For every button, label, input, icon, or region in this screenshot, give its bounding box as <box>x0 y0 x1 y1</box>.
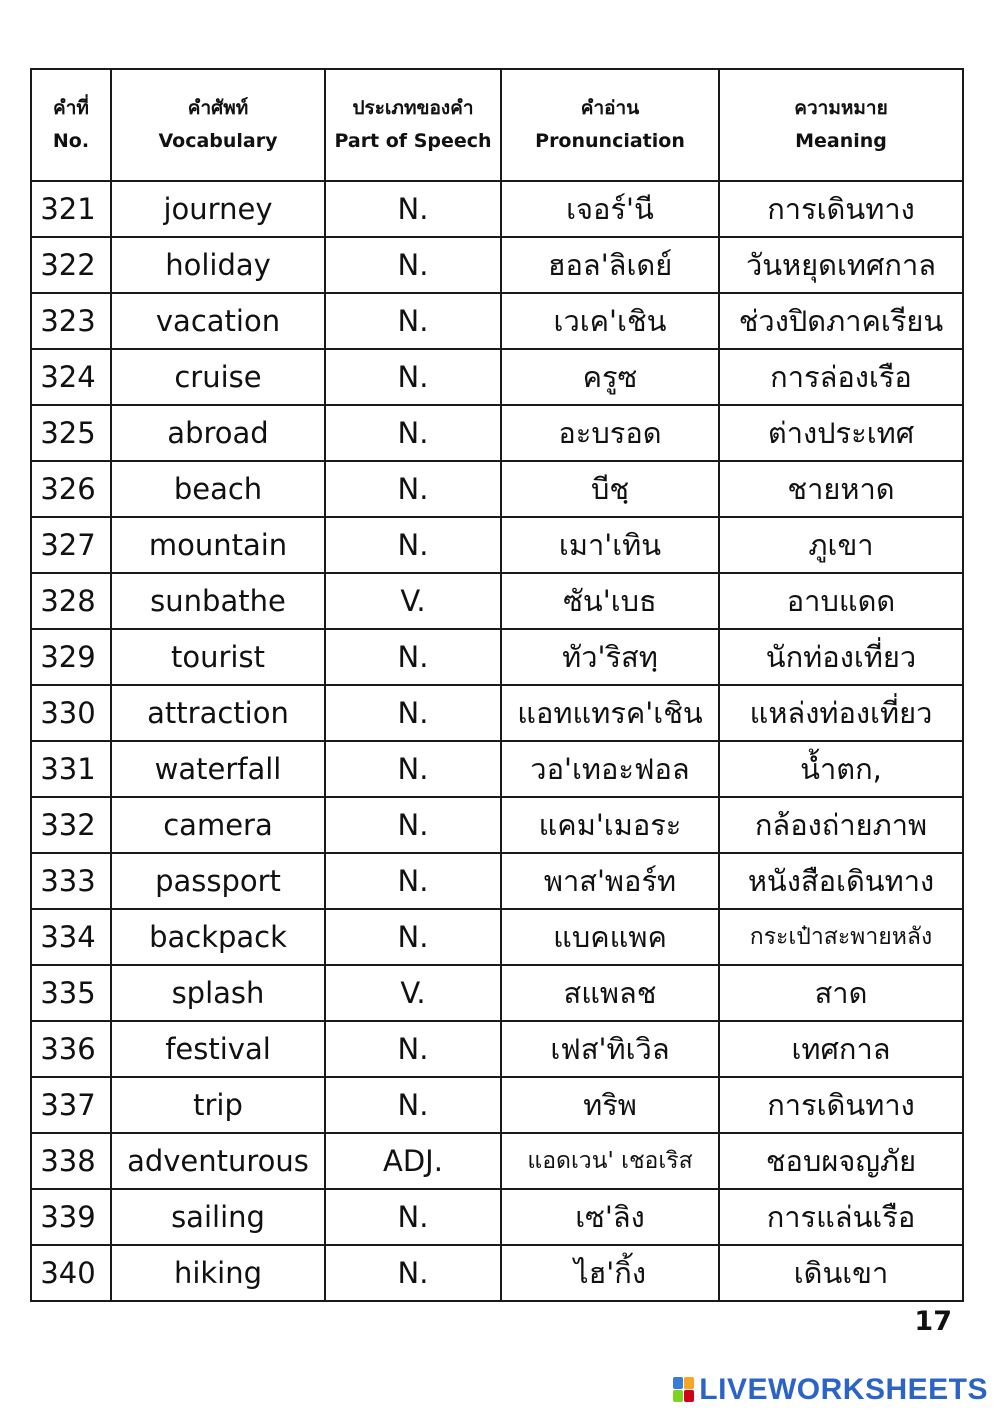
table-row <box>31 1133 963 1189</box>
table-row <box>31 405 963 461</box>
meaning: การเดินทาง <box>719 181 963 237</box>
header-pronunciation-thai: คำอ่าน <box>580 97 640 119</box>
row-number: 340 <box>31 1245 111 1301</box>
row-number: 330 <box>31 685 111 741</box>
vocabulary-word: hiking <box>111 1245 325 1301</box>
part-of-speech: V. <box>325 965 501 1021</box>
row-number: 323 <box>31 293 111 349</box>
meaning: เดินเขา <box>719 1245 963 1301</box>
pronunciation: เมา'เทิน <box>501 517 719 573</box>
header-meaning-english: Meaning <box>795 130 887 152</box>
table-row <box>31 237 963 293</box>
table-row <box>31 181 963 237</box>
meaning: การแล่นเรือ <box>719 1189 963 1245</box>
pronunciation: เจอร์'นี <box>501 181 719 237</box>
pronunciation: เวเค'เชิน <box>501 293 719 349</box>
row-number: 334 <box>31 909 111 965</box>
meaning: หนังสือเดินทาง <box>719 853 963 909</box>
table-row <box>31 853 963 909</box>
header-pos-thai: ประเภทของคำ <box>352 97 474 119</box>
pronunciation: แอดเวน' เชอเริส <box>501 1133 719 1189</box>
row-number: 338 <box>31 1133 111 1189</box>
meaning: ต่างประเทศ <box>719 405 963 461</box>
header-no-thai: คำที่ <box>53 97 89 119</box>
meaning: วันหยุดเทศกาล <box>719 237 963 293</box>
vocabulary-word: backpack <box>111 909 325 965</box>
row-number: 322 <box>31 237 111 293</box>
row-number: 321 <box>31 181 111 237</box>
table-row <box>31 461 963 517</box>
row-number: 327 <box>31 517 111 573</box>
pronunciation: เฟส'ทิเวิล <box>501 1021 719 1077</box>
pronunciation: สแพลช <box>501 965 719 1021</box>
table-row <box>31 965 963 1021</box>
row-number: 332 <box>31 797 111 853</box>
part-of-speech: N. <box>325 461 501 517</box>
header-vocabulary-thai: คำศัพท์ <box>187 97 249 119</box>
vocabulary-word: festival <box>111 1021 325 1077</box>
part-of-speech: V. <box>325 573 501 629</box>
vocabulary-word: waterfall <box>111 741 325 797</box>
part-of-speech: N. <box>325 741 501 797</box>
header-vocabulary-english: Vocabulary <box>158 130 278 152</box>
table-row <box>31 293 963 349</box>
part-of-speech: N. <box>325 181 501 237</box>
row-number: 335 <box>31 965 111 1021</box>
header-no <box>31 69 111 181</box>
pronunciation: ฮอล'ลิเดย์ <box>501 237 719 293</box>
meaning: ชอบผจญภัย <box>719 1133 963 1189</box>
table-row <box>31 629 963 685</box>
header-row <box>31 69 963 181</box>
vocabulary-word: splash <box>111 965 325 1021</box>
vocabulary-word: mountain <box>111 517 325 573</box>
table-row <box>31 573 963 629</box>
part-of-speech: N. <box>325 293 501 349</box>
pronunciation: บีชฺ <box>501 461 719 517</box>
page-number: 17 <box>914 1306 952 1337</box>
row-number: 331 <box>31 741 111 797</box>
vocabulary-table <box>30 68 964 1302</box>
pronunciation: ทัว'ริสทฺ <box>501 629 719 685</box>
table-row <box>31 1021 963 1077</box>
liveworksheets-logo-icon <box>673 1377 695 1403</box>
pronunciation: แอทแทรค'เชิน <box>501 685 719 741</box>
header-pronunciation <box>501 69 719 181</box>
part-of-speech: N. <box>325 237 501 293</box>
part-of-speech: N. <box>325 909 501 965</box>
pronunciation: ซัน'เบธ <box>501 573 719 629</box>
header-vocabulary <box>111 69 325 181</box>
vocabulary-word: beach <box>111 461 325 517</box>
header-part-of-speech <box>325 69 501 181</box>
meaning: น้ำตก, <box>719 741 963 797</box>
meaning: กระเป๋าสะพายหลัง <box>719 909 963 965</box>
vocabulary-word: vacation <box>111 293 325 349</box>
row-number: 328 <box>31 573 111 629</box>
header-meaning <box>719 69 963 181</box>
pronunciation: เซ'ลิง <box>501 1189 719 1245</box>
part-of-speech: N. <box>325 517 501 573</box>
part-of-speech: ADJ. <box>325 1133 501 1189</box>
part-of-speech: N. <box>325 797 501 853</box>
table-row <box>31 349 963 405</box>
header-pronunciation-english: Pronunciation <box>535 130 685 152</box>
row-number: 329 <box>31 629 111 685</box>
header-pos-english: Part of Speech <box>334 130 492 152</box>
liveworksheets-wordmark: LIVEWORKSHEETS <box>699 1373 988 1406</box>
meaning: การเดินทาง <box>719 1077 963 1133</box>
row-number: 325 <box>31 405 111 461</box>
vocabulary-word: cruise <box>111 349 325 405</box>
row-number: 337 <box>31 1077 111 1133</box>
vocabulary-word: abroad <box>111 405 325 461</box>
vocabulary-word: sunbathe <box>111 573 325 629</box>
pronunciation: พาส'พอร์ท <box>501 853 719 909</box>
vocabulary-word: sailing <box>111 1189 325 1245</box>
pronunciation: ทริพ <box>501 1077 719 1133</box>
meaning: นักท่องเที่ยว <box>719 629 963 685</box>
table-row <box>31 517 963 573</box>
vocabulary-word: holiday <box>111 237 325 293</box>
row-number: 326 <box>31 461 111 517</box>
meaning: การล่องเรือ <box>719 349 963 405</box>
part-of-speech: N. <box>325 349 501 405</box>
vocabulary-word: passport <box>111 853 325 909</box>
vocabulary-word: attraction <box>111 685 325 741</box>
table-row <box>31 909 963 965</box>
row-number: 336 <box>31 1021 111 1077</box>
meaning: สาด <box>719 965 963 1021</box>
meaning: ภูเขา <box>719 517 963 573</box>
meaning: กล้องถ่ายภาพ <box>719 797 963 853</box>
table-row <box>31 1077 963 1133</box>
table-body <box>31 181 963 1301</box>
part-of-speech: N. <box>325 853 501 909</box>
part-of-speech: N. <box>325 405 501 461</box>
meaning: แหล่งท่องเที่ยว <box>719 685 963 741</box>
part-of-speech: N. <box>325 629 501 685</box>
vocabulary-word: journey <box>111 181 325 237</box>
header-no-english: No. <box>52 130 90 152</box>
meaning: ช่วงปิดภาคเรียน <box>719 293 963 349</box>
vocabulary-word: camera <box>111 797 325 853</box>
table-row <box>31 797 963 853</box>
part-of-speech: N. <box>325 685 501 741</box>
header-meaning-thai: ความหมาย <box>794 97 888 119</box>
liveworksheets-brand[interactable] <box>673 1372 988 1408</box>
row-number: 333 <box>31 853 111 909</box>
pronunciation: ครูซ <box>501 349 719 405</box>
table-row <box>31 1245 963 1301</box>
pronunciation: แคม'เมอระ <box>501 797 719 853</box>
table-row <box>31 685 963 741</box>
part-of-speech: N. <box>325 1077 501 1133</box>
meaning: ชายหาด <box>719 461 963 517</box>
row-number: 339 <box>31 1189 111 1245</box>
part-of-speech: N. <box>325 1189 501 1245</box>
pronunciation: วอ'เทอะฟอล <box>501 741 719 797</box>
vocabulary-word: tourist <box>111 629 325 685</box>
meaning: อาบแดด <box>719 573 963 629</box>
pronunciation: แบคแพค <box>501 909 719 965</box>
vocabulary-word: adventurous <box>111 1133 325 1189</box>
vocabulary-word: trip <box>111 1077 325 1133</box>
row-number: 324 <box>31 349 111 405</box>
table-row <box>31 1189 963 1245</box>
part-of-speech: N. <box>325 1245 501 1301</box>
pronunciation: ไฮ'กิ้ง <box>501 1245 719 1301</box>
part-of-speech: N. <box>325 1021 501 1077</box>
table-row <box>31 741 963 797</box>
pronunciation: อะบรอด <box>501 405 719 461</box>
meaning: เทศกาล <box>719 1021 963 1077</box>
